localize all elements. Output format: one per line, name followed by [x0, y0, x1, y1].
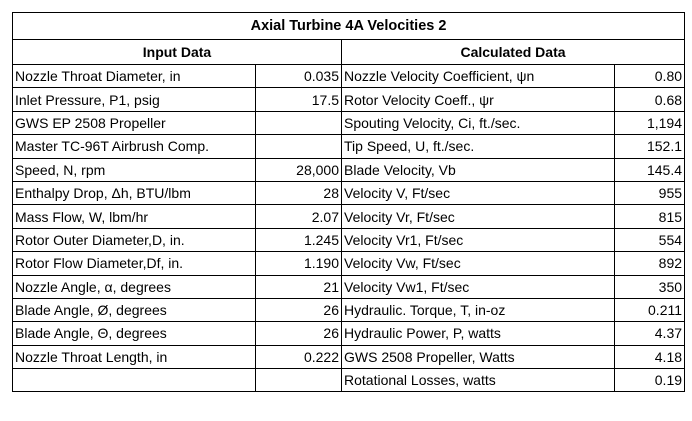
input-label-cell: Inlet Pressure, P1, psig — [13, 88, 256, 111]
calculated-value-cell: 4.37 — [615, 322, 685, 345]
calculated-label-cell: Rotor Velocity Coeff., ψr — [342, 88, 615, 111]
input-label-cell: Nozzle Angle, α, degrees — [13, 275, 256, 298]
input-value-cell: 2.07 — [256, 205, 342, 228]
input-value-cell: 1.245 — [256, 228, 342, 251]
input-value-cell: 0.035 — [256, 65, 342, 88]
calculated-label-cell: Velocity Vw, Ft/sec — [342, 252, 615, 275]
table-row — [13, 345, 685, 368]
input-label-cell: GWS EP 2508 Propeller — [13, 111, 256, 134]
input-label-cell — [13, 369, 256, 392]
title-row — [13, 13, 685, 40]
input-label-cell: Nozzle Throat Length, in — [13, 345, 256, 368]
input-value-cell — [256, 135, 342, 158]
calculated-label-cell: Spouting Velocity, Ci, ft./sec. — [342, 111, 615, 134]
table-row — [13, 181, 685, 204]
input-label-cell: Blade Angle, Ø, degrees — [13, 298, 256, 321]
input-value-cell: 26 — [256, 298, 342, 321]
input-value-cell: 21 — [256, 275, 342, 298]
calculated-label-cell: Velocity Vr, Ft/sec — [342, 205, 615, 228]
input-value-cell — [256, 111, 342, 134]
table-row — [13, 252, 685, 275]
calculated-label-cell: GWS 2508 Propeller, Watts — [342, 345, 615, 368]
calculated-value-cell: 892 — [615, 252, 685, 275]
table-row — [13, 158, 685, 181]
table-title: Axial Turbine 4A Velocities 2 — [13, 13, 685, 40]
calculated-value-cell: 955 — [615, 181, 685, 204]
calculated-label-cell: Rotational Losses, watts — [342, 369, 615, 392]
table-row — [13, 205, 685, 228]
calculated-value-cell: 815 — [615, 205, 685, 228]
calculated-value-cell: 0.80 — [615, 65, 685, 88]
input-label-cell: Mass Flow, W, lbm/hr — [13, 205, 256, 228]
calculated-data-header: Calculated Data — [342, 40, 685, 65]
input-label-cell: Rotor Flow Diameter,Df, in. — [13, 252, 256, 275]
table-row — [13, 322, 685, 345]
input-value-cell: 28 — [256, 181, 342, 204]
calculated-label-cell: Velocity Vr1, Ft/sec — [342, 228, 615, 251]
calculated-label-cell: Velocity Vw1, Ft/sec — [342, 275, 615, 298]
velocities-table — [12, 12, 685, 392]
calculated-label-cell: Velocity V, Ft/sec — [342, 181, 615, 204]
input-label-cell: Enthalpy Drop, Δh, BTU/lbm — [13, 181, 256, 204]
calculated-label-cell: Blade Velocity, Vb — [342, 158, 615, 181]
calculated-value-cell: 0.19 — [615, 369, 685, 392]
input-value-cell: 1.190 — [256, 252, 342, 275]
calculated-label-cell: Tip Speed, U, ft./sec. — [342, 135, 615, 158]
table-row — [13, 369, 685, 392]
input-label-cell: Nozzle Throat Diameter, in — [13, 65, 256, 88]
input-label-cell: Speed, N, rpm — [13, 158, 256, 181]
calculated-value-cell: 0.68 — [615, 88, 685, 111]
input-value-cell: 28,000 — [256, 158, 342, 181]
calculated-label-cell: Nozzle Velocity Coefficient, ψn — [342, 65, 615, 88]
calculated-value-cell: 152.1 — [615, 135, 685, 158]
calculated-value-cell: 4.18 — [615, 345, 685, 368]
input-data-header: Input Data — [13, 40, 342, 65]
table-row — [13, 65, 685, 88]
calculated-label-cell: Hydraulic Power, P, watts — [342, 322, 615, 345]
input-label-cell: Master TC-96T Airbrush Comp. — [13, 135, 256, 158]
input-value-cell: 26 — [256, 322, 342, 345]
calculated-value-cell: 350 — [615, 275, 685, 298]
table-row — [13, 298, 685, 321]
input-label-cell: Blade Angle, Θ, degrees — [13, 322, 256, 345]
calculated-value-cell: 0.211 — [615, 298, 685, 321]
input-value-cell: 17.5 — [256, 88, 342, 111]
input-value-cell — [256, 369, 342, 392]
input-label-cell: Rotor Outer Diameter,D, in. — [13, 228, 256, 251]
input-value-cell: 0.222 — [256, 345, 342, 368]
table-row — [13, 88, 685, 111]
table-row — [13, 228, 685, 251]
calculated-value-cell: 1,194 — [615, 111, 685, 134]
header-row — [13, 40, 685, 65]
calculated-label-cell: Hydraulic. Torque, T, in-oz — [342, 298, 615, 321]
table-row — [13, 111, 685, 134]
table-row — [13, 135, 685, 158]
calculated-value-cell: 554 — [615, 228, 685, 251]
table-row — [13, 275, 685, 298]
calculated-value-cell: 145.4 — [615, 158, 685, 181]
